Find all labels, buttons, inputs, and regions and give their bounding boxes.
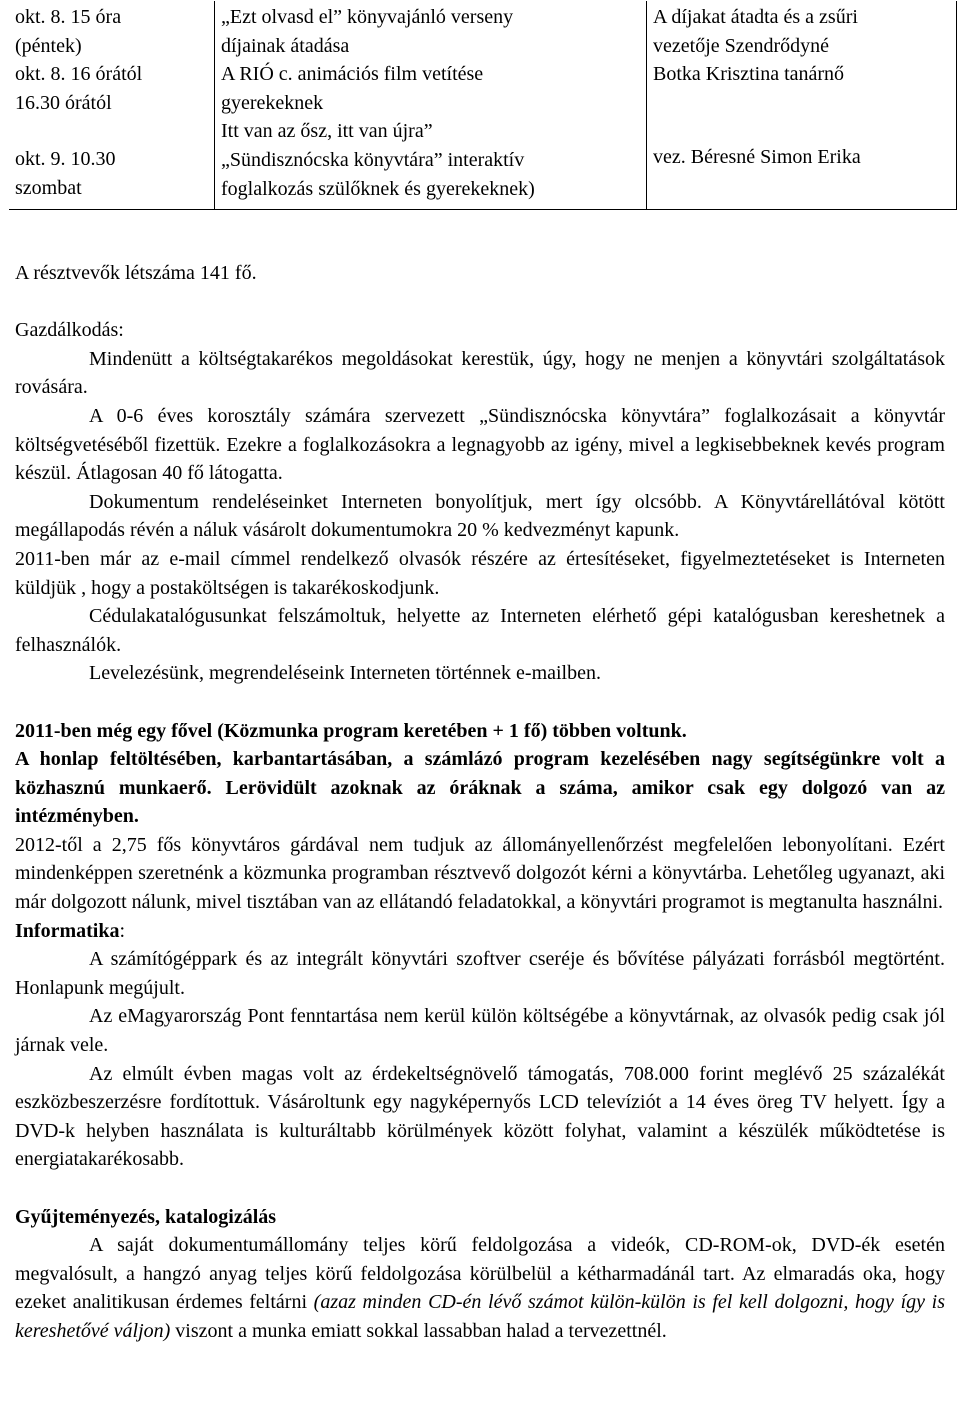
heading-gyujtemenyezes: Gyűjteményezés, katalogizálás — [15, 1205, 277, 1228]
document-body — [15, 259, 945, 1346]
event-line: foglalkozás szülőknek és gyerekeknek) — [221, 177, 535, 200]
event-line: díjainak átadása — [221, 34, 350, 57]
paragraph: Levelezésünk, megrendeléseink Interneten történnek e-mailben. — [89, 662, 601, 685]
participants-count: A résztvevők létszáma 141 fő. — [15, 262, 257, 284]
heading-informatika — [15, 917, 945, 946]
note-line: vezetője Szendrődyné — [653, 34, 830, 57]
staff-bold-paragraph: A honlap feltöltésében, karbantartásában, a számlázó program kezelésében nagy segítségünkre volt a közhasznú munkaerő. Lerövidült azoknak az óráknak a száma, amikor csak egy dolgozó van az intézményben. — [15, 748, 945, 828]
paragraph: 2012-től a 2,75 fős könyvtáros gárdával nem tudjuk az állományellenőrzést megfelelően lebonyolítani. Ezért mindenképpen szeretnénk a közmunka programban résztvevő dolgozót kérni a könyvtárba. Lehetőleg ugyanazt, aki már dolgozott nálunk, mivel tisztában van az ellátandó feladatokkal, a könyvtári programot is megtanulta használni. — [15, 833, 945, 914]
event-line: A RIÓ c. animációs film vetítése — [221, 63, 484, 86]
note-line: A díjakat átadta és a zsűri — [653, 6, 858, 28]
heading-informatika-text: Informatika — [15, 919, 120, 942]
paragraph: Az eMagyarország Pont fenntartása nem kerül külön költségébe a könyvtárnak, az olvasók pedig csak jól járnak vele. — [15, 1005, 945, 1057]
paragraph: A számítógéppark és az integrált könyvtári szoftver cseréje és bővítése pályázati forrásból megtörtént. Honlapunk megújult. — [15, 948, 945, 999]
date-line: (péntek) — [15, 34, 82, 57]
paragraph-text: viszont a munka emiatt sokkal lassabban halad a tervezettnél. — [170, 1319, 667, 1342]
paragraph: Az elmúlt évben magas volt az érdekeltségnövelő támogatás, 708.000 forint meglévő 25 százalékát eszközbeszerzésre fordítottuk. Vásároltunk egy nagyképernyős LCD televíziót a 14 éves öreg TV helyett. Így a DVD-k helyben használata is kulturáltabb körülmények között folyhat, valamint a készülék működtetése is energiatakarékosabb. — [15, 1062, 945, 1171]
paragraph: Dokumentum rendeléseinket Interneten bonyolítjuk, mert így olcsóbb. A Könyvtárellátóval kötött megállapodás révén a náluk vásárolt dokumentumokra 20 % kedvezményt kapunk. — [15, 490, 945, 542]
date-line: 16.30 órától — [15, 91, 112, 114]
paragraph-text: A saját dokumentumállomány teljes körű feldolgozása a videók, CD-ROM-ok, DVD-ék esetén megvalósult, a hangzó anyag teljes körű feldolgozása körülbelül a kétharmadánál tart. Az elmaradás oka, hogy ezeket analitikusan érdemes feltárni — [15, 1234, 945, 1314]
paragraph: Cédulakatalógusunkat felszámoltuk, helyette az Interneten elérhető gépi katalógusban kereshetnek a felhasználók. — [15, 605, 945, 656]
paragraph: Mindenütt a költségtakarékos megoldásokat kerestük, úgy, hogy ne menjen a könyvtári szolgáltatások rovására. — [15, 347, 945, 399]
paragraph: 2011-ben már az e-mail címmel rendelkező olvasók részére az értesítéseket, figyelmeztetéseket is Interneten küldjük , hogy a postaköltségen is takarékoskodjunk. — [15, 547, 945, 599]
paragraph: A 0-6 éves korosztály számára szervezett „Sündisznócska könyvtára” foglalkozásait a könyvtár költségvetéséből fizettük. Ezekre a foglalkozásokra a legnagyobb az igény, mivel a legkisebbeknek kevés program készül. Átlagosan 40 fő látogatta. — [15, 404, 945, 485]
table-row — [9, 1, 957, 210]
heading-colon: : — [119, 919, 126, 942]
event-line: gyerekeknek — [221, 91, 324, 114]
paragraph-italic-text: (azaz minden CD-én lévő számot külön-külön is fel kell dolgozni, hogy így is kereshetővé váljon) — [15, 1291, 945, 1342]
heading-gazdalkodas: Gazdálkodás: — [15, 319, 124, 342]
date-line: okt. 8. 16 órától — [15, 63, 143, 86]
event-line: „Sündisznócska könyvtára” interaktív — [221, 148, 525, 171]
note-line: Botka Krisztina tanárnő — [653, 63, 845, 86]
date-cell — [9, 1, 215, 210]
date-line: szombat — [15, 176, 82, 199]
events-table — [9, 1, 957, 210]
event-cell — [215, 1, 647, 210]
paragraph — [15, 1231, 945, 1345]
event-line: „Ezt olvasd el” könyvajánló verseny — [221, 6, 514, 28]
note-line: vez. Béresné Simon Erika — [653, 145, 861, 168]
staff-bold-line: 2011-ben még egy fővel (Közmunka program keretében + 1 fő) többen voltunk. — [15, 719, 687, 742]
event-line: Itt van az ősz, itt van újra” — [221, 120, 433, 143]
date-line: okt. 8. 15 óra — [15, 6, 122, 28]
date-line: okt. 9. 10.30 — [15, 148, 116, 171]
note-cell — [647, 1, 957, 210]
